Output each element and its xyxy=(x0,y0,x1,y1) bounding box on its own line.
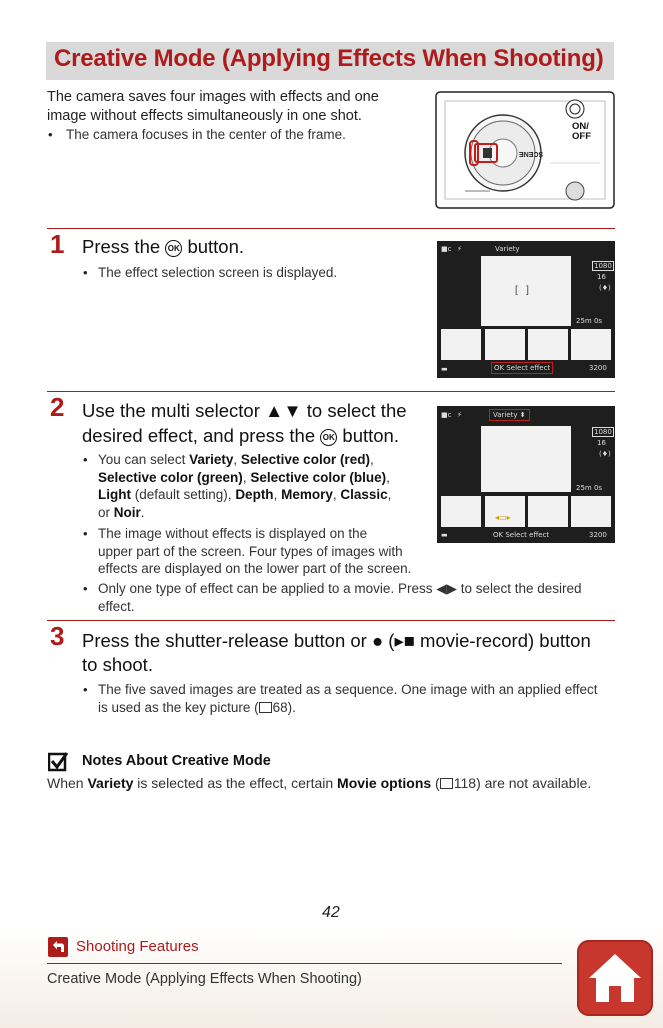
bullet-dot: • xyxy=(83,265,88,280)
page-ref-link[interactable]: 68 xyxy=(272,699,288,715)
step-number: 3 xyxy=(50,621,65,651)
exposure-count: 3200 xyxy=(589,364,607,372)
effect-thumb-2[interactable] xyxy=(485,496,525,527)
select-effect-hint: OK Select effect xyxy=(491,362,553,374)
bullet-dot: • xyxy=(83,452,88,467)
separator xyxy=(47,391,615,392)
effect-name: Variety xyxy=(495,245,520,253)
movie-effect-bullet: Only one type of effect can be applied to a movie. Press ◀▶ to select the desired effect. xyxy=(98,581,582,614)
vr-icon: (♦) xyxy=(599,450,611,458)
ok-button-icon: OK xyxy=(165,240,182,257)
intro-bullet: The camera focuses in the center of the frame. xyxy=(66,127,346,142)
battery-icon: ▬ xyxy=(441,531,448,539)
book-reference-icon xyxy=(259,702,272,713)
bullet-dot: • xyxy=(83,581,88,596)
book-reference-icon xyxy=(440,778,453,789)
footer-divider xyxy=(47,963,562,964)
focus-brackets: [ ] xyxy=(515,285,529,296)
notes-text: When Variety is selected as the effect, certain Movie options ( 118) are not available. xyxy=(47,775,592,791)
footer-section-link[interactable]: Shooting Features xyxy=(76,938,199,955)
step3-bullet: The five saved images are treated as a sequence. One image with an applied effect is used as the key picture ( 68). xyxy=(98,682,598,715)
back-arrow-icon[interactable] xyxy=(48,937,68,957)
exposure-count: 3200 xyxy=(589,531,607,539)
effect-thumb-3[interactable] xyxy=(528,496,568,527)
ok-button-icon: OK xyxy=(320,429,337,446)
page-title: Creative Mode (Applying Effects When Shooting) xyxy=(54,45,604,72)
left-right-arrows-icon: ◂▭▸ xyxy=(495,513,511,522)
step3-title-line-1: Press the shutter-release button or ● (▸■ movie-record) button xyxy=(82,630,591,651)
camera-screen-2 xyxy=(437,406,615,543)
creative-mode-icon: ■c xyxy=(441,411,452,419)
vr-icon: (♦) xyxy=(599,284,611,292)
effect-thumb-4[interactable] xyxy=(571,496,611,527)
step-number: 1 xyxy=(50,229,65,259)
bullet-dot: • xyxy=(83,682,88,697)
camera-screen-1 xyxy=(437,241,615,378)
remaining-time: 25m 0s xyxy=(576,484,603,492)
effect-thumb-3[interactable] xyxy=(528,329,568,360)
effect-selector[interactable]: Variety ⬍ xyxy=(489,409,530,421)
intro-line-2: image without effects simultaneously in one shot. xyxy=(47,108,362,124)
effect-list-bullet: You can select Variety, Selective color (red), Selective color (green), Selective color (blue), Light (default setting), Depth, Memory, Classic, or Noir. xyxy=(98,452,392,520)
image-size-icon: 16 xyxy=(597,273,606,281)
step1-title: Press the OK button. xyxy=(82,236,245,257)
battery-icon: ▬ xyxy=(441,365,448,373)
notes-heading: Notes About Creative Mode xyxy=(82,753,271,769)
bullet-dot: • xyxy=(83,526,88,541)
home-button[interactable] xyxy=(577,940,653,1016)
step2-title-line-1: Use the multi selector ▲▼ to select the xyxy=(82,400,407,421)
on-off-label: ON/ OFF xyxy=(572,121,591,142)
step1-bullet: The effect selection screen is displayed. xyxy=(98,265,338,280)
remaining-time: 25m 0s xyxy=(576,317,603,325)
separator xyxy=(47,228,615,229)
movie-size-icon: 1080 xyxy=(594,262,612,270)
step2-title-line-2: desired effect, and press the OK button. xyxy=(82,425,399,446)
effect-thumb-2[interactable] xyxy=(485,329,525,360)
footer-subsection: Creative Mode (Applying Effects When Shooting) xyxy=(47,971,362,987)
bullet-dot: • xyxy=(48,127,53,142)
step3-title-line-2: to shoot. xyxy=(82,654,153,675)
movie-size-icon: 1080 xyxy=(594,428,612,436)
image-size-icon: 16 xyxy=(597,439,606,447)
flash-icon: ⚡ xyxy=(457,411,462,419)
effect-thumb-1[interactable] xyxy=(441,496,481,527)
select-effect-hint: OK Select effect xyxy=(493,531,550,539)
home-icon xyxy=(577,940,653,1016)
step-number: 2 xyxy=(50,392,65,422)
page-ref-link[interactable]: 118 xyxy=(453,775,477,791)
effect-thumb-4[interactable] xyxy=(571,329,611,360)
separator xyxy=(47,620,615,621)
flash-icon: ⚡ xyxy=(457,245,462,253)
scene-label: SCENE xyxy=(519,150,544,157)
intro-line-1: The camera saves four images with effects and one xyxy=(47,89,379,105)
preview-image xyxy=(481,426,571,492)
effect-thumb-1[interactable] xyxy=(441,329,481,360)
checkmark-icon xyxy=(48,752,68,772)
page-number: 42 xyxy=(322,904,340,921)
image-layout-bullet: The image without effects is displayed on the upper part of the screen. Four types of images with effects are displayed on the lower part of the screen. xyxy=(98,526,412,576)
creative-mode-icon: ■c xyxy=(441,245,452,253)
